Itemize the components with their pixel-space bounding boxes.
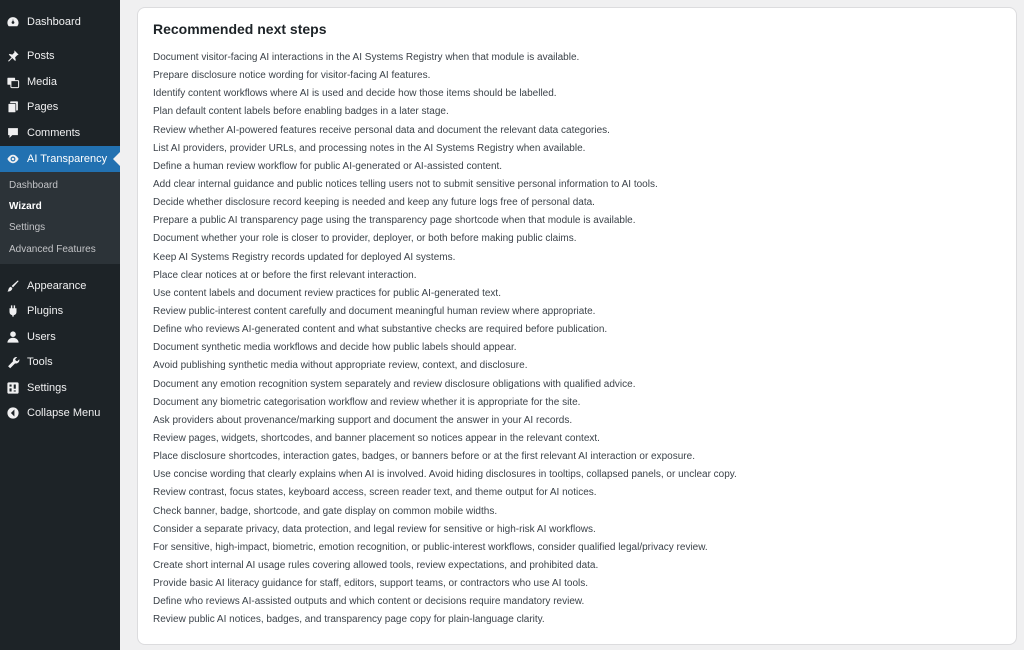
list-item: Place clear notices at or before the first relevant interaction. (153, 269, 417, 281)
list-item: Prepare a public AI transparency page using the transparency page shortcode when that module is available. (153, 215, 636, 227)
recommended-steps-card (137, 7, 1017, 645)
sidebar-item-label: Settings (27, 382, 67, 394)
list-item: Create short internal AI usage rules covering allowed tools, review expectations, and prohibited data. (153, 559, 599, 571)
sidebar-item-posts[interactable] (0, 43, 120, 69)
sidebar-item-label: Pages (27, 101, 59, 113)
sidebar-item-label: Appearance (27, 280, 87, 292)
list-item: Consider a separate privacy, data protection, and legal review for sensitive or high-risk AI workflows. (153, 523, 596, 535)
sidebar-item-label: Media (27, 76, 57, 88)
sidebar-item-label: Tools (27, 356, 53, 368)
list-item: Review contrast, focus states, keyboard access, screen reader text, and theme output for AI notices. (153, 487, 597, 499)
sidebar-item-settings[interactable] (0, 375, 120, 401)
list-item: Plan default content labels before enabling badges in a later stage. (153, 106, 449, 118)
user-icon (6, 330, 20, 344)
list-item: Document whether your role is closer to provider, deployer, or both before making public claims. (153, 233, 577, 245)
sidebar-item-label: Collapse Menu (27, 407, 101, 419)
list-item: Avoid publishing synthetic media without appropriate review, context, and disclosure. (153, 360, 528, 372)
list-item: Document visitor-facing AI interactions in the AI Systems Registry when that module is available. (153, 52, 580, 63)
list-item: Document synthetic media workflows and decide how public labels should appear. (153, 342, 517, 354)
list-item: Document any emotion recognition system separately and review disclosure obligations with qualified advice. (153, 378, 636, 390)
ai-transparency-submenu (0, 172, 120, 264)
submenu-item-dashboard[interactable]: Dashboard (9, 180, 58, 191)
sidebar-item-plugins[interactable] (0, 298, 120, 324)
list-item: Define a human review workflow for public AI-generated or AI-assisted content. (153, 160, 503, 172)
media-icon (6, 75, 20, 89)
list-item: Define who reviews AI-generated content and what substantive checks are required before publication. (153, 324, 608, 336)
submenu-item-wizard[interactable]: Wizard (9, 201, 42, 212)
sidebar-item-label: Comments (27, 127, 81, 139)
list-item: Use content labels and document review practices for public AI-generated text. (153, 287, 501, 299)
sidebar-item-pages[interactable] (0, 94, 120, 120)
sidebar-item-label: Dashboard (27, 16, 81, 28)
list-item: Prepare disclosure notice wording for visitor-facing AI features. (153, 70, 431, 82)
sidebar-item-label: Posts (27, 50, 55, 62)
eye-icon (6, 152, 20, 166)
list-item: Use concise wording that clearly explains when AI is involved. Avoid hiding disclosures in tooltips, collapsed panels, or unclear copy. (153, 469, 737, 481)
list-item: Ask providers about provenance/marking support and document the answer in your AI records. (153, 414, 573, 426)
steps-list (153, 49, 737, 630)
list-item: List AI providers, provider URLs, and processing notes in the AI Systems Registry when available. (153, 142, 586, 154)
sidebar-item-dashboard[interactable] (0, 9, 120, 35)
sidebar-item-label: Plugins (27, 305, 64, 317)
list-item: Add clear internal guidance and public notices telling users not to submit sensitive personal information to AI tools. (153, 178, 658, 190)
collapse-icon (6, 406, 20, 420)
pin-icon (6, 49, 20, 63)
submenu-item-settings[interactable]: Settings (9, 222, 46, 233)
list-item: Provide basic AI literacy guidance for staff, editors, support teams, or contractors who use AI tools. (153, 578, 589, 590)
sidebar-item-ai-transparency[interactable] (0, 146, 120, 172)
admin-sidebar (0, 0, 120, 650)
sidebar-item-label: Users (27, 331, 56, 343)
brush-icon (6, 279, 20, 293)
list-item: Check banner, badge, shortcode, and gate display on common mobile widths. (153, 505, 498, 517)
list-item: For sensitive, high-impact, biometric, emotion recognition, or public-interest workflows, consider qualified legal/privacy review. (153, 541, 708, 553)
main-content (120, 0, 1024, 650)
list-item: Keep AI Systems Registry records updated for deployed AI systems. (153, 251, 456, 263)
sidebar-item-label: AI Transparency (27, 153, 108, 165)
card-title: Recommended next steps (153, 21, 327, 37)
list-item: Review whether AI-powered features receive personal data and document the relevant data categories. (153, 124, 610, 136)
sidebar-item-comments[interactable] (0, 120, 120, 146)
list-item: Decide whether disclosure record keeping is needed and keep any future logs free of personal data. (153, 197, 595, 209)
list-item: Document any biometric categorisation workflow and review whether it is appropriate for the site. (153, 396, 581, 408)
settings-icon (6, 381, 20, 395)
submenu-item-advanced-features[interactable]: Advanced Features (9, 244, 96, 255)
sidebar-item-users[interactable] (0, 324, 120, 350)
wrench-icon (6, 355, 20, 369)
list-item: Review pages, widgets, shortcodes, and banner placement so notices appear in the relevant context. (153, 432, 600, 444)
sidebar-item-collapse-menu[interactable] (0, 400, 120, 426)
sidebar-item-media[interactable] (0, 69, 120, 95)
sidebar-item-tools[interactable] (0, 349, 120, 375)
comment-icon (6, 126, 20, 140)
plugin-icon (6, 304, 20, 318)
pages-icon (6, 100, 20, 114)
list-item: Review public AI notices, badges, and transparency page copy for plain-language clarity. (153, 614, 545, 626)
list-item: Place disclosure shortcodes, interaction gates, badges, or banners before or at the first relevant AI interaction or exposure. (153, 451, 695, 463)
list-item: Identify content workflows where AI is used and decide how those items should be labelled. (153, 88, 557, 100)
dashboard-icon (6, 15, 20, 29)
list-item: Define who reviews AI-assisted outputs and which content or decisions require mandatory review. (153, 596, 585, 608)
sidebar-item-appearance[interactable] (0, 273, 120, 299)
list-item: Review public-interest content carefully and document meaningful human review where appropriate. (153, 305, 596, 317)
